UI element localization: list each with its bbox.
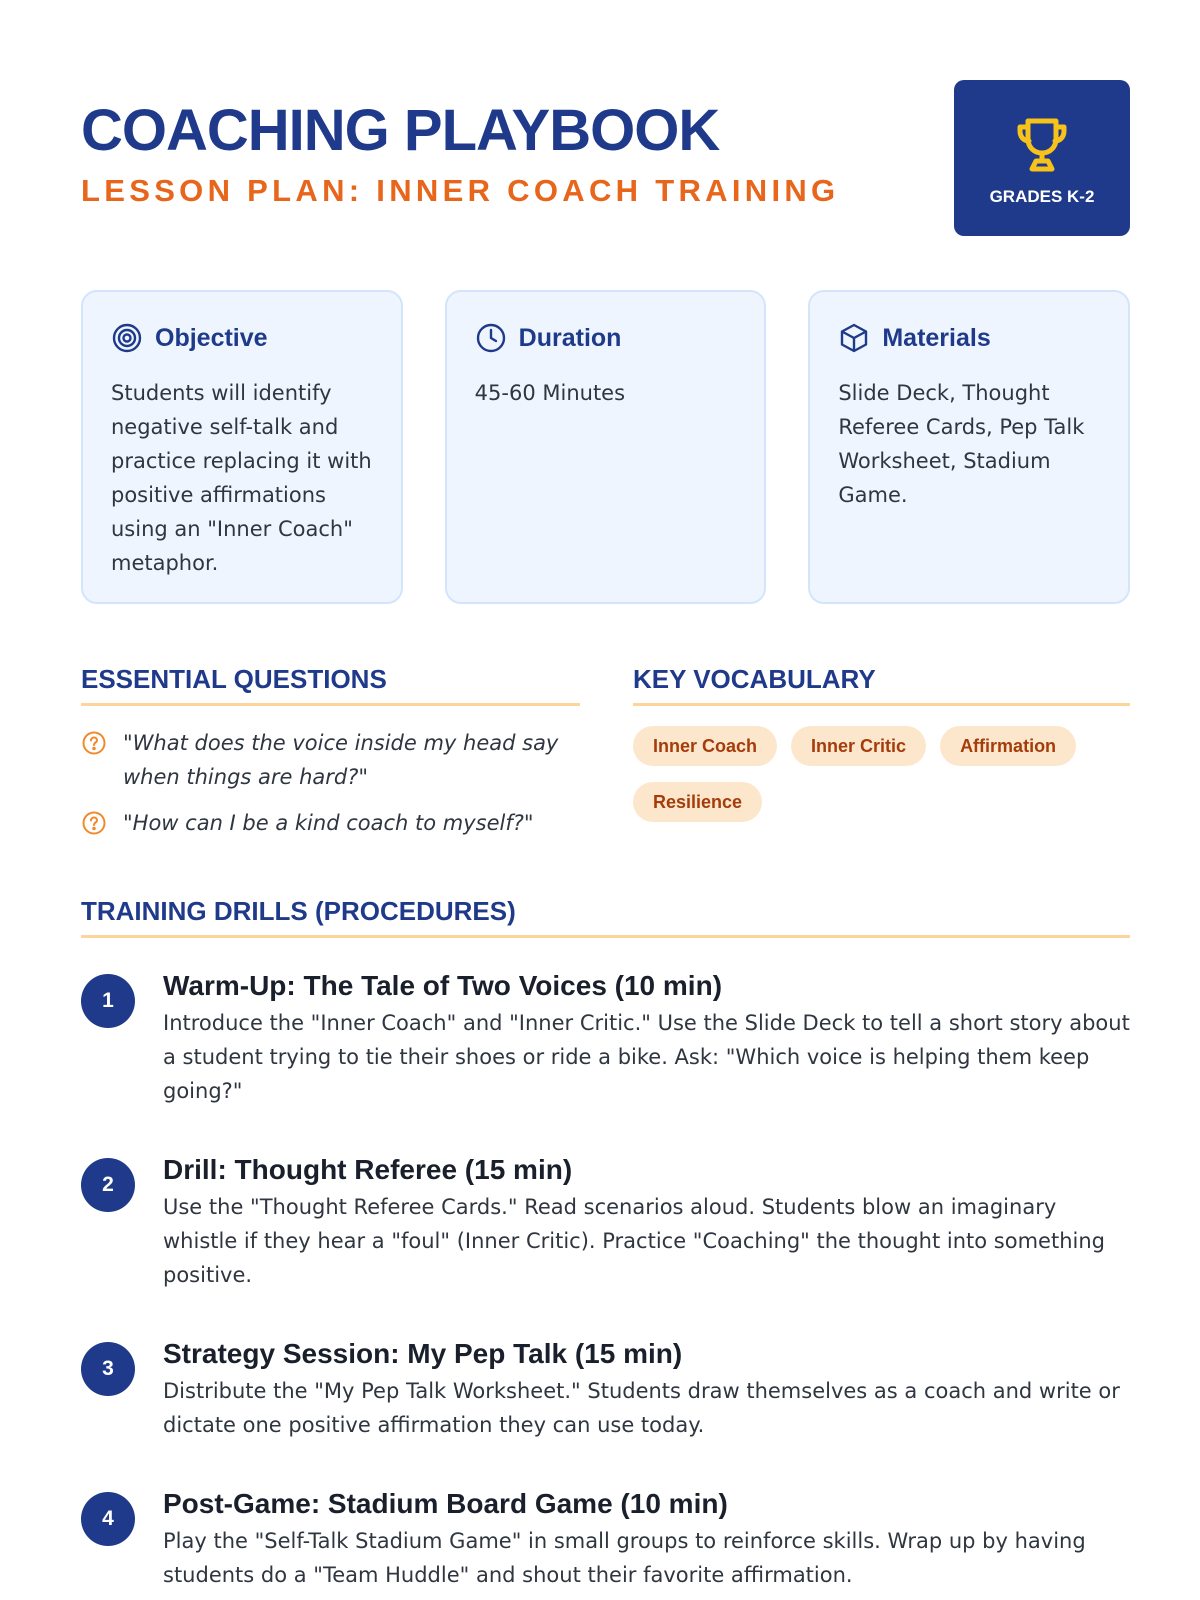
step-number: 4 bbox=[81, 1492, 135, 1546]
key-vocabulary-heading: KEY VOCABULARY bbox=[633, 664, 1130, 706]
duration-card bbox=[445, 290, 767, 604]
vocab-chip-inner-critic: Inner Critic bbox=[791, 726, 926, 766]
question-item bbox=[81, 806, 580, 840]
training-drills-heading: TRAINING DRILLS (PROCEDURES) bbox=[81, 896, 1130, 938]
drill-title: Warm-Up: The Tale of Two Voices (10 min) bbox=[163, 970, 723, 1001]
drill-item bbox=[81, 1150, 1130, 1334]
drill-description: Use the "Thought Referee Cards." Read scenarios aloud. Students blow an imaginary whistle if they hear a "foul" (Inner Critic). Practice "Coaching" the thought into something positive. bbox=[163, 1195, 1105, 1287]
drill-title: Post-Game: Stadium Board Game (10 min) bbox=[163, 1488, 728, 1519]
drill-title: Strategy Session: My Pep Talk (15 min) bbox=[163, 1338, 683, 1369]
materials-title: Materials bbox=[882, 323, 991, 352]
drill-item bbox=[81, 1334, 1130, 1484]
step-number: 2 bbox=[81, 1158, 135, 1212]
drill-title: Drill: Thought Referee (15 min) bbox=[163, 1154, 573, 1185]
duration-title: Duration bbox=[518, 323, 622, 352]
grade-label: GRADES K-2 bbox=[989, 187, 1095, 206]
objective-card bbox=[81, 290, 403, 604]
drill-list bbox=[81, 966, 1130, 1592]
trophy-icon bbox=[1010, 113, 1074, 177]
question-text: "How can I be a kind coach to myself?" bbox=[123, 811, 534, 835]
info-cards bbox=[81, 290, 1130, 604]
key-vocabulary-section bbox=[633, 664, 1130, 822]
step-number: 1 bbox=[81, 974, 135, 1028]
objective-title: Objective bbox=[155, 323, 268, 352]
step-number: 3 bbox=[81, 1342, 135, 1396]
drill-description: Introduce the "Inner Coach" and "Inner Critic." Use the Slide Deck to tell a short story about a student trying to tie their shoes or ride a bike. Ask: "Which voice is helping them keep going?" bbox=[163, 1011, 1130, 1103]
question-item bbox=[81, 726, 580, 794]
training-drills-section bbox=[81, 896, 1130, 1592]
target-icon bbox=[111, 322, 143, 354]
page-subtitle: LESSON PLAN: INNER COACH TRAINING bbox=[81, 173, 840, 208]
question-icon bbox=[81, 730, 107, 756]
question-icon bbox=[81, 810, 107, 836]
duration-text: 45-60 Minutes bbox=[474, 381, 626, 405]
grade-badge bbox=[954, 80, 1130, 236]
vocabulary-chips bbox=[633, 726, 1130, 822]
essential-questions-section bbox=[81, 664, 580, 852]
clock-icon bbox=[475, 322, 507, 354]
cube-icon bbox=[838, 322, 870, 354]
drill-item bbox=[81, 966, 1130, 1150]
essential-questions-heading: ESSENTIAL QUESTIONS bbox=[81, 664, 580, 706]
question-list bbox=[81, 726, 580, 840]
page-title: COACHING PLAYBOOK bbox=[81, 98, 720, 163]
drill-item bbox=[81, 1484, 1130, 1592]
drill-description: Play the "Self-Talk Stadium Game" in small groups to reinforce skills. Wrap up by having students do a "Team Huddle" and shout their favorite affirmation. bbox=[163, 1529, 1086, 1587]
header bbox=[81, 80, 1130, 236]
vocab-chip-resilience: Resilience bbox=[633, 782, 762, 822]
vocab-chip-inner-coach: Inner Coach bbox=[633, 726, 777, 766]
vocab-chip-affirmation: Affirmation bbox=[940, 726, 1076, 766]
materials-text: Slide Deck, Thought Referee Cards, Pep Talk Worksheet, Stadium Game. bbox=[838, 381, 1085, 507]
question-text: "What does the voice inside my head say when things are hard?" bbox=[123, 731, 559, 789]
objective-text: Students will identify negative self-talk and practice replacing it with positive affirmations using an "Inner Coach" metaphor. bbox=[111, 381, 372, 575]
materials-card bbox=[808, 290, 1130, 604]
drill-description: Distribute the "My Pep Talk Worksheet." Students draw themselves as a coach and write or dictate one positive affirmation they can use today. bbox=[163, 1379, 1120, 1437]
